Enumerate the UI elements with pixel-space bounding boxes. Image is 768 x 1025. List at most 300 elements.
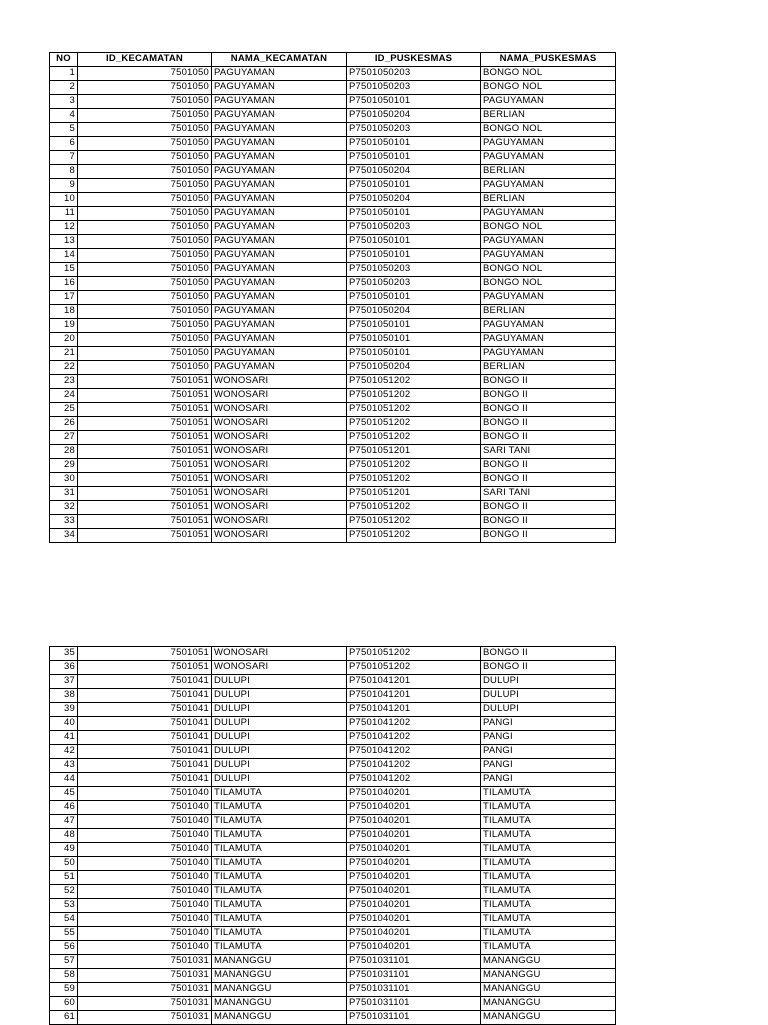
cell-no: 7	[50, 151, 78, 165]
cell-id-puskesmas: P7501041202	[347, 773, 481, 787]
cell-id-puskesmas: P7501040201	[347, 899, 481, 913]
data-table-page-2	[49, 646, 616, 1025]
header-nama-kecamatan: NAMA_KECAMATAN	[212, 53, 347, 67]
table-row	[50, 95, 616, 109]
cell-nama-puskesmas: PAGUYAMAN	[481, 179, 616, 193]
cell-id-puskesmas: P7501050101	[347, 179, 481, 193]
cell-id-puskesmas: P7501040201	[347, 927, 481, 941]
table-row	[50, 927, 616, 941]
table-row	[50, 731, 616, 745]
table-row	[50, 913, 616, 927]
cell-id-puskesmas: P7501041202	[347, 717, 481, 731]
cell-id-puskesmas: P7501040201	[347, 941, 481, 955]
cell-nama-puskesmas: TILAMUTA	[481, 843, 616, 857]
cell-id-puskesmas: P7501050101	[347, 347, 481, 361]
cell-no: 16	[50, 277, 78, 291]
cell-id-puskesmas: P7501051202	[347, 647, 481, 661]
table-row	[50, 417, 616, 431]
cell-no: 19	[50, 319, 78, 333]
cell-id-puskesmas: P7501050101	[347, 137, 481, 151]
cell-id-puskesmas: P7501031101	[347, 955, 481, 969]
cell-id-puskesmas: P7501051202	[347, 529, 481, 543]
table-row	[50, 955, 616, 969]
cell-id-puskesmas: P7501040201	[347, 801, 481, 815]
table-row	[50, 501, 616, 515]
cell-nama-kecamatan: DULUPI	[212, 703, 347, 717]
cell-id-puskesmas: P7501051202	[347, 515, 481, 529]
cell-id-puskesmas: P7501040201	[347, 913, 481, 927]
table-row	[50, 67, 616, 81]
cell-nama-kecamatan: WONOSARI	[212, 647, 347, 661]
table-row	[50, 969, 616, 983]
cell-id-kecamatan: 7501050	[78, 277, 212, 291]
cell-id-kecamatan: 7501031	[78, 955, 212, 969]
cell-id-puskesmas: P7501041202	[347, 759, 481, 773]
cell-id-kecamatan: 7501040	[78, 913, 212, 927]
cell-id-puskesmas: P7501041202	[347, 745, 481, 759]
cell-id-puskesmas: P7501051202	[347, 375, 481, 389]
table-row	[50, 703, 616, 717]
cell-nama-puskesmas: BONGO II	[481, 529, 616, 543]
cell-nama-puskesmas: BERLIAN	[481, 165, 616, 179]
table-row	[50, 137, 616, 151]
table-row	[50, 899, 616, 913]
cell-id-puskesmas: P7501050101	[347, 235, 481, 249]
cell-nama-kecamatan: TILAMUTA	[212, 829, 347, 843]
cell-nama-puskesmas: PANGI	[481, 773, 616, 787]
cell-id-kecamatan: 7501041	[78, 675, 212, 689]
cell-id-kecamatan: 7501051	[78, 647, 212, 661]
cell-nama-kecamatan: DULUPI	[212, 745, 347, 759]
cell-nama-kecamatan: PAGUYAMAN	[212, 291, 347, 305]
table-row	[50, 375, 616, 389]
cell-id-puskesmas: P7501041202	[347, 731, 481, 745]
cell-id-puskesmas: P7501051202	[347, 501, 481, 515]
cell-id-puskesmas: P7501050204	[347, 305, 481, 319]
cell-no: 12	[50, 221, 78, 235]
table-row	[50, 857, 616, 871]
table-row	[50, 347, 616, 361]
cell-no: 58	[50, 969, 78, 983]
table-row	[50, 109, 616, 123]
cell-id-kecamatan: 7501040	[78, 885, 212, 899]
cell-id-kecamatan: 7501051	[78, 515, 212, 529]
cell-nama-kecamatan: DULUPI	[212, 717, 347, 731]
cell-id-puskesmas: P7501051201	[347, 487, 481, 501]
table-row	[50, 801, 616, 815]
cell-no: 42	[50, 745, 78, 759]
cell-nama-puskesmas: TILAMUTA	[481, 829, 616, 843]
cell-id-puskesmas: P7501050101	[347, 291, 481, 305]
cell-id-kecamatan: 7501050	[78, 137, 212, 151]
cell-nama-kecamatan: WONOSARI	[212, 431, 347, 445]
cell-nama-kecamatan: DULUPI	[212, 731, 347, 745]
table-row	[50, 997, 616, 1011]
cell-nama-puskesmas: MANANGGU	[481, 997, 616, 1011]
cell-no: 1	[50, 67, 78, 81]
cell-nama-kecamatan: PAGUYAMAN	[212, 333, 347, 347]
table-row	[50, 885, 616, 899]
cell-no: 56	[50, 941, 78, 955]
cell-id-puskesmas: P7501031101	[347, 997, 481, 1011]
cell-id-puskesmas: P7501031101	[347, 1011, 481, 1025]
table-row	[50, 305, 616, 319]
cell-nama-kecamatan: WONOSARI	[212, 459, 347, 473]
cell-nama-puskesmas: MANANGGU	[481, 955, 616, 969]
cell-no: 23	[50, 375, 78, 389]
cell-nama-kecamatan: WONOSARI	[212, 661, 347, 675]
cell-nama-kecamatan: DULUPI	[212, 675, 347, 689]
cell-id-puskesmas: P7501050101	[347, 249, 481, 263]
cell-id-kecamatan: 7501040	[78, 829, 212, 843]
cell-no: 41	[50, 731, 78, 745]
table-row	[50, 745, 616, 759]
cell-id-kecamatan: 7501050	[78, 305, 212, 319]
cell-id-kecamatan: 7501040	[78, 871, 212, 885]
cell-nama-puskesmas: TILAMUTA	[481, 787, 616, 801]
table-row	[50, 81, 616, 95]
cell-nama-puskesmas: BONGO II	[481, 431, 616, 445]
cell-nama-kecamatan: WONOSARI	[212, 501, 347, 515]
cell-id-kecamatan: 7501050	[78, 81, 212, 95]
cell-nama-kecamatan: MANANGGU	[212, 997, 347, 1011]
cell-no: 52	[50, 885, 78, 899]
cell-nama-puskesmas: BONGO II	[481, 417, 616, 431]
cell-id-puskesmas: P7501050101	[347, 95, 481, 109]
header-nama-puskesmas: NAMA_PUSKESMAS	[481, 53, 616, 67]
cell-nama-puskesmas: TILAMUTA	[481, 885, 616, 899]
cell-id-kecamatan: 7501040	[78, 801, 212, 815]
cell-nama-puskesmas: TILAMUTA	[481, 815, 616, 829]
table-row	[50, 193, 616, 207]
header-id-puskesmas: ID_PUSKESMAS	[347, 53, 481, 67]
cell-id-kecamatan: 7501051	[78, 459, 212, 473]
cell-no: 44	[50, 773, 78, 787]
cell-id-kecamatan: 7501051	[78, 417, 212, 431]
cell-id-kecamatan: 7501050	[78, 221, 212, 235]
cell-id-kecamatan: 7501051	[78, 389, 212, 403]
cell-nama-puskesmas: PAGUYAMAN	[481, 137, 616, 151]
cell-no: 49	[50, 843, 78, 857]
table-row	[50, 263, 616, 277]
cell-no: 15	[50, 263, 78, 277]
cell-id-puskesmas: P7501050204	[347, 165, 481, 179]
cell-id-kecamatan: 7501050	[78, 235, 212, 249]
cell-nama-kecamatan: PAGUYAMAN	[212, 137, 347, 151]
cell-nama-puskesmas: DULUPI	[481, 689, 616, 703]
cell-nama-kecamatan: WONOSARI	[212, 417, 347, 431]
cell-id-kecamatan: 7501040	[78, 815, 212, 829]
cell-nama-puskesmas: PANGI	[481, 759, 616, 773]
cell-id-kecamatan: 7501040	[78, 899, 212, 913]
table-row	[50, 333, 616, 347]
table-row	[50, 235, 616, 249]
cell-nama-puskesmas: BONGO II	[481, 501, 616, 515]
cell-nama-puskesmas: BONGO II	[481, 375, 616, 389]
cell-no: 46	[50, 801, 78, 815]
cell-no: 3	[50, 95, 78, 109]
cell-nama-kecamatan: PAGUYAMAN	[212, 123, 347, 137]
cell-id-puskesmas: P7501051202	[347, 473, 481, 487]
cell-no: 26	[50, 417, 78, 431]
cell-no: 17	[50, 291, 78, 305]
cell-nama-puskesmas: TILAMUTA	[481, 913, 616, 927]
cell-nama-kecamatan: TILAMUTA	[212, 941, 347, 955]
cell-nama-puskesmas: MANANGGU	[481, 983, 616, 997]
cell-no: 39	[50, 703, 78, 717]
cell-id-puskesmas: P7501031101	[347, 983, 481, 997]
cell-id-puskesmas: P7501040201	[347, 829, 481, 843]
cell-nama-puskesmas: PANGI	[481, 717, 616, 731]
cell-nama-kecamatan: WONOSARI	[212, 473, 347, 487]
cell-nama-puskesmas: BONGO NOL	[481, 221, 616, 235]
cell-no: 53	[50, 899, 78, 913]
cell-id-kecamatan: 7501041	[78, 745, 212, 759]
cell-nama-kecamatan: TILAMUTA	[212, 899, 347, 913]
cell-nama-puskesmas: PAGUYAMAN	[481, 235, 616, 249]
cell-nama-kecamatan: MANANGGU	[212, 983, 347, 997]
cell-nama-puskesmas: BERLIAN	[481, 193, 616, 207]
cell-id-kecamatan: 7501050	[78, 179, 212, 193]
cell-id-kecamatan: 7501050	[78, 333, 212, 347]
cell-nama-kecamatan: WONOSARI	[212, 487, 347, 501]
cell-no: 61	[50, 1011, 78, 1025]
cell-no: 5	[50, 123, 78, 137]
cell-id-puskesmas: P7501051202	[347, 661, 481, 675]
cell-id-kecamatan: 7501051	[78, 501, 212, 515]
cell-id-kecamatan: 7501041	[78, 731, 212, 745]
table-row	[50, 759, 616, 773]
table-row	[50, 661, 616, 675]
table-row	[50, 249, 616, 263]
cell-nama-kecamatan: WONOSARI	[212, 445, 347, 459]
cell-id-kecamatan: 7501050	[78, 291, 212, 305]
cell-nama-puskesmas: BONGO II	[481, 661, 616, 675]
cell-id-kecamatan: 7501031	[78, 997, 212, 1011]
cell-no: 25	[50, 403, 78, 417]
table-row	[50, 291, 616, 305]
table-row	[50, 487, 616, 501]
cell-nama-puskesmas: BONGO II	[481, 459, 616, 473]
table-row	[50, 515, 616, 529]
table-row	[50, 773, 616, 787]
cell-no: 37	[50, 675, 78, 689]
cell-id-puskesmas: P7501050203	[347, 123, 481, 137]
cell-id-puskesmas: P7501051202	[347, 431, 481, 445]
cell-id-kecamatan: 7501050	[78, 151, 212, 165]
cell-nama-puskesmas: BONGO NOL	[481, 123, 616, 137]
cell-no: 54	[50, 913, 78, 927]
cell-nama-kecamatan: PAGUYAMAN	[212, 151, 347, 165]
cell-no: 34	[50, 529, 78, 543]
cell-id-puskesmas: P7501050203	[347, 263, 481, 277]
cell-id-kecamatan: 7501050	[78, 109, 212, 123]
cell-nama-kecamatan: TILAMUTA	[212, 885, 347, 899]
cell-id-kecamatan: 7501040	[78, 927, 212, 941]
table-row	[50, 717, 616, 731]
cell-id-kecamatan: 7501050	[78, 249, 212, 263]
table-row	[50, 361, 616, 375]
cell-nama-kecamatan: WONOSARI	[212, 389, 347, 403]
cell-nama-puskesmas: PAGUYAMAN	[481, 249, 616, 263]
cell-id-puskesmas: P7501031101	[347, 969, 481, 983]
cell-nama-kecamatan: PAGUYAMAN	[212, 165, 347, 179]
cell-nama-puskesmas: TILAMUTA	[481, 927, 616, 941]
cell-id-kecamatan: 7501051	[78, 403, 212, 417]
cell-id-kecamatan: 7501041	[78, 689, 212, 703]
cell-no: 18	[50, 305, 78, 319]
cell-nama-kecamatan: PAGUYAMAN	[212, 361, 347, 375]
table-row	[50, 941, 616, 955]
cell-nama-puskesmas: TILAMUTA	[481, 857, 616, 871]
cell-id-puskesmas: P7501050204	[347, 193, 481, 207]
cell-id-puskesmas: P7501040201	[347, 787, 481, 801]
cell-nama-kecamatan: WONOSARI	[212, 515, 347, 529]
cell-nama-kecamatan: TILAMUTA	[212, 787, 347, 801]
cell-nama-puskesmas: BONGO II	[481, 403, 616, 417]
cell-nama-kecamatan: TILAMUTA	[212, 913, 347, 927]
cell-id-kecamatan: 7501040	[78, 941, 212, 955]
cell-id-kecamatan: 7501050	[78, 319, 212, 333]
cell-id-kecamatan: 7501050	[78, 123, 212, 137]
table-row	[50, 165, 616, 179]
cell-id-puskesmas: P7501050203	[347, 277, 481, 291]
cell-nama-puskesmas: MANANGGU	[481, 1011, 616, 1025]
cell-nama-kecamatan: TILAMUTA	[212, 843, 347, 857]
cell-no: 36	[50, 661, 78, 675]
cell-nama-puskesmas: BONGO II	[481, 473, 616, 487]
cell-no: 21	[50, 347, 78, 361]
table-row	[50, 815, 616, 829]
cell-id-puskesmas: P7501051202	[347, 417, 481, 431]
cell-id-kecamatan: 7501050	[78, 165, 212, 179]
cell-no: 11	[50, 207, 78, 221]
cell-id-puskesmas: P7501050204	[347, 109, 481, 123]
table-row	[50, 675, 616, 689]
cell-no: 31	[50, 487, 78, 501]
table-row	[50, 459, 616, 473]
cell-nama-puskesmas: PANGI	[481, 731, 616, 745]
cell-id-puskesmas: P7501050101	[347, 151, 481, 165]
table-row	[50, 1011, 616, 1025]
cell-no: 27	[50, 431, 78, 445]
cell-nama-puskesmas: BERLIAN	[481, 361, 616, 375]
cell-no: 57	[50, 955, 78, 969]
cell-nama-kecamatan: PAGUYAMAN	[212, 249, 347, 263]
cell-no: 51	[50, 871, 78, 885]
cell-id-kecamatan: 7501050	[78, 263, 212, 277]
cell-no: 40	[50, 717, 78, 731]
cell-id-puskesmas: P7501040201	[347, 843, 481, 857]
cell-nama-puskesmas: PANGI	[481, 745, 616, 759]
cell-no: 9	[50, 179, 78, 193]
cell-nama-kecamatan: WONOSARI	[212, 375, 347, 389]
cell-nama-puskesmas: BONGO NOL	[481, 67, 616, 81]
data-table-page-1	[49, 52, 616, 543]
table-row	[50, 689, 616, 703]
cell-no: 30	[50, 473, 78, 487]
cell-nama-kecamatan: PAGUYAMAN	[212, 347, 347, 361]
cell-id-puskesmas: P7501040201	[347, 871, 481, 885]
table-row	[50, 529, 616, 543]
cell-id-puskesmas: P7501050101	[347, 207, 481, 221]
cell-nama-kecamatan: PAGUYAMAN	[212, 67, 347, 81]
cell-id-puskesmas: P7501051202	[347, 403, 481, 417]
cell-id-kecamatan: 7501040	[78, 857, 212, 871]
cell-id-kecamatan: 7501051	[78, 661, 212, 675]
cell-nama-puskesmas: DULUPI	[481, 703, 616, 717]
table-row	[50, 647, 616, 661]
cell-nama-kecamatan: PAGUYAMAN	[212, 81, 347, 95]
cell-nama-puskesmas: TILAMUTA	[481, 871, 616, 885]
cell-id-kecamatan: 7501051	[78, 473, 212, 487]
cell-nama-puskesmas: MANANGGU	[481, 969, 616, 983]
cell-nama-puskesmas: TILAMUTA	[481, 899, 616, 913]
cell-id-puskesmas: P7501041201	[347, 703, 481, 717]
cell-nama-kecamatan: PAGUYAMAN	[212, 207, 347, 221]
cell-id-kecamatan: 7501041	[78, 759, 212, 773]
cell-no: 20	[50, 333, 78, 347]
cell-id-puskesmas: P7501050203	[347, 67, 481, 81]
cell-nama-kecamatan: PAGUYAMAN	[212, 179, 347, 193]
table-row	[50, 843, 616, 857]
cell-no: 35	[50, 647, 78, 661]
cell-nama-puskesmas: DULUPI	[481, 675, 616, 689]
table-row	[50, 403, 616, 417]
cell-no: 33	[50, 515, 78, 529]
cell-no: 55	[50, 927, 78, 941]
cell-nama-puskesmas: PAGUYAMAN	[481, 333, 616, 347]
cell-id-puskesmas: P7501050204	[347, 361, 481, 375]
table-row	[50, 123, 616, 137]
cell-id-puskesmas: P7501041201	[347, 675, 481, 689]
cell-nama-kecamatan: PAGUYAMAN	[212, 235, 347, 249]
cell-id-puskesmas: P7501040201	[347, 885, 481, 899]
cell-no: 14	[50, 249, 78, 263]
cell-no: 48	[50, 829, 78, 843]
cell-no: 8	[50, 165, 78, 179]
cell-nama-kecamatan: DULUPI	[212, 759, 347, 773]
cell-nama-kecamatan: PAGUYAMAN	[212, 193, 347, 207]
cell-nama-kecamatan: TILAMUTA	[212, 815, 347, 829]
table-row	[50, 389, 616, 403]
table-row	[50, 151, 616, 165]
cell-no: 24	[50, 389, 78, 403]
table-row	[50, 431, 616, 445]
cell-id-puskesmas: P7501041201	[347, 689, 481, 703]
cell-no: 2	[50, 81, 78, 95]
cell-nama-puskesmas: PAGUYAMAN	[481, 347, 616, 361]
header-id-kecamatan: ID_KECAMATAN	[78, 53, 212, 67]
table-row	[50, 221, 616, 235]
cell-nama-puskesmas: BERLIAN	[481, 305, 616, 319]
header-no: NO	[50, 53, 78, 67]
cell-id-kecamatan: 7501051	[78, 487, 212, 501]
table-row	[50, 787, 616, 801]
cell-id-puskesmas: P7501040201	[347, 857, 481, 871]
cell-nama-kecamatan: PAGUYAMAN	[212, 109, 347, 123]
cell-nama-kecamatan: PAGUYAMAN	[212, 221, 347, 235]
cell-id-kecamatan: 7501050	[78, 347, 212, 361]
cell-id-kecamatan: 7501050	[78, 207, 212, 221]
cell-nama-puskesmas: PAGUYAMAN	[481, 95, 616, 109]
cell-id-puskesmas: P7501050203	[347, 81, 481, 95]
cell-id-kecamatan: 7501050	[78, 193, 212, 207]
cell-id-kecamatan: 7501041	[78, 773, 212, 787]
cell-id-puskesmas: P7501051201	[347, 445, 481, 459]
cell-no: 6	[50, 137, 78, 151]
cell-nama-puskesmas: BONGO II	[481, 515, 616, 529]
